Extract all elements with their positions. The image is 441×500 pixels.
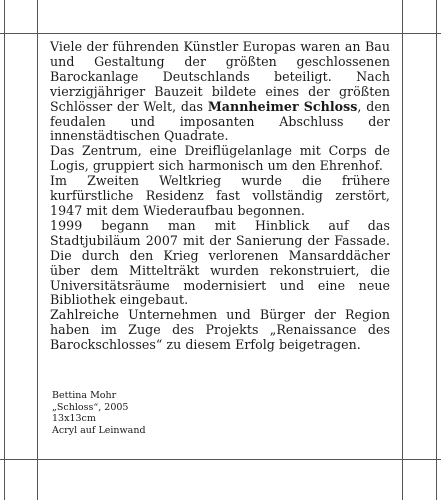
top-rule-line — [0, 33, 441, 34]
left-outer-rule-line — [4, 0, 5, 500]
paragraph-renovation: 1999 begann man mit Hinblick auf das Stadtjubiläum 2007 mit der Sanierung der Fassade. Die durch den Krieg verlorenen Mansarddächer über dem Mittelträkt wurden rekonstruiert, die Universitätsräume modernisiert und eine neue Bibliothek eingebaut. — [50, 217, 390, 308]
paragraph-sponsors: Zahlreiche Unternehmen und Bürger der Region haben im Zuge des Projekts „Renaissance des Barockschlosses“ zu diesem Erfolg beigetragen. — [50, 307, 390, 353]
paragraph-war: Im Zweiten Weltkrieg wurde die frühere kurfürstliche Residenz fast vollständig zerstört, 1947 mit dem Wiederaufbau begonnen. — [50, 173, 390, 218]
paragraph-center: Das Zentrum, eine Dreiflügelanlage mit Corps de Logis, gruppiert sich harmonisch um den Ehrenhof. — [50, 143, 390, 174]
caption-medium: Acryl auf Leinwand — [52, 424, 146, 436]
paragraph-intro-bold: Mannheimer Schloss — [207, 98, 358, 114]
left-inner-rule-line — [37, 0, 38, 500]
right-outer-rule-line — [436, 0, 437, 500]
caption-size: 13x13cm — [52, 413, 96, 425]
body-text — [50, 40, 390, 353]
paragraph-intro-before: Viele der führenden Künstler Europas waren an Bau und Gestaltung der größten geschlossenen Barockanlage Deutschlands beteiligt. Nach vierzigjähriger Bauzeit bildete eines der größten Schlösser der Welt, das — [50, 39, 390, 114]
caption-title-year: „Schloss“, 2005 — [52, 401, 129, 413]
bottom-rule-line — [0, 459, 441, 460]
right-inner-rule-line — [402, 0, 403, 500]
artwork-caption — [52, 390, 146, 436]
paragraph-intro-after: , den feudalen und imposanten Abschluss der innenstädtischen Quadrate. — [50, 98, 390, 144]
paragraph-intro — [50, 40, 390, 144]
caption-artist: Bettina Mohr — [52, 390, 117, 401]
